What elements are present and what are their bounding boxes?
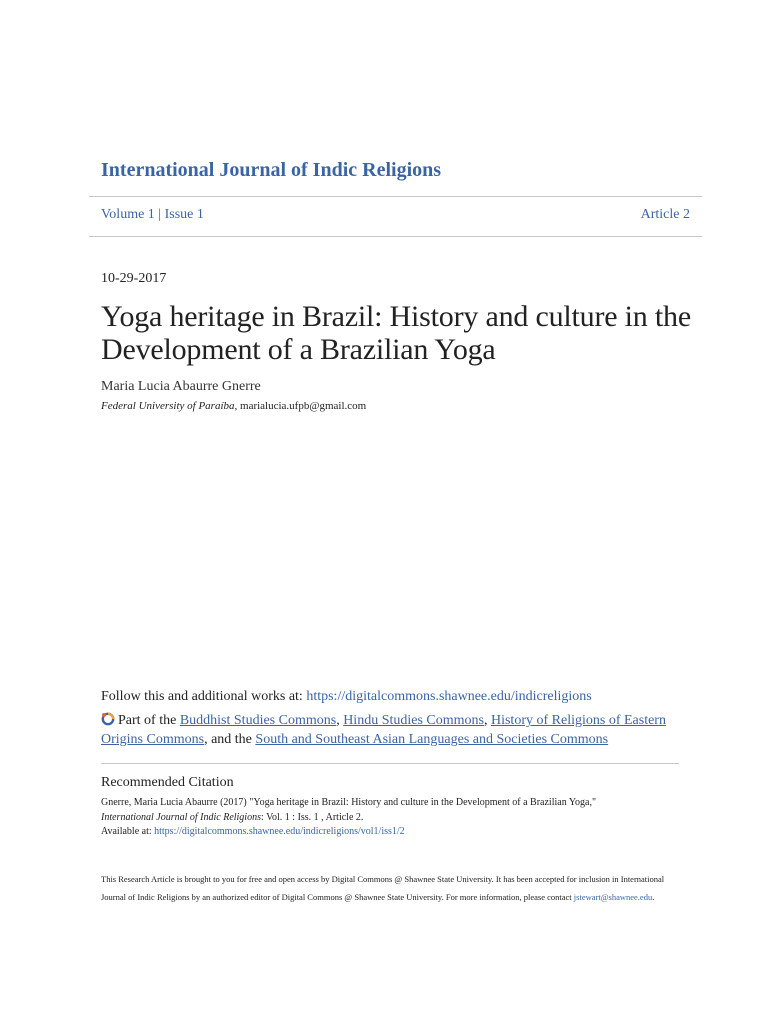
footer-end: .: [652, 891, 655, 902]
contact-email-link[interactable]: jstewart@shawnee.edu: [573, 891, 653, 902]
author-name: Maria Lucia Abaurre Gnerre: [101, 379, 261, 394]
commons-network-icon: [101, 712, 115, 726]
part-of-prefix: Part of the: [118, 713, 180, 728]
separator: ,: [483, 713, 491, 728]
header-divider-top: [89, 196, 702, 197]
history-religions-link[interactable]: History of Religions of Eastern Origins Commons: [101, 713, 666, 747]
author-affiliation: [101, 400, 366, 412]
follow-prefix: Follow this and additional works at:: [101, 689, 307, 704]
affiliation-name: Federal University of Paraíba: [101, 400, 235, 412]
separator: , and the: [204, 732, 256, 747]
follow-line: [101, 689, 592, 705]
header-divider-bottom: [89, 236, 702, 237]
author-email: , marialucia.ufpb@gmail.com: [234, 400, 367, 412]
available-prefix: Available at:: [101, 826, 155, 837]
journal-title[interactable]: International Journal of Indic Religions: [101, 159, 442, 181]
citation-journal: International Journal of Indic Religions: [101, 811, 261, 823]
south-asian-languages-link[interactable]: South and Southeast Asian Languages and Societies Commons: [255, 732, 609, 747]
footer-text: This Research Article is brought to you for free and open access by Digital Commons @ Shawnee State University. It has been accepted for inclusion in International Journal of Indic Religions by an authorized editor of Digital Commons @ Shawnee State University. For more information, please contact: [101, 874, 665, 902]
hindu-studies-link[interactable]: Hindu Studies Commons: [343, 713, 484, 728]
volume-issue-link[interactable]: Volume 1 | Issue 1: [101, 207, 204, 222]
recommended-citation-heading: Recommended Citation: [101, 775, 234, 790]
buddhist-studies-link[interactable]: Buddhist Studies Commons: [179, 713, 337, 728]
citation-line: Gnerre, Maria Lucia Abaurre (2017) "Yoga heritage in Brazil: History and culture in the Development of a Brazilian Yoga,": [101, 797, 597, 808]
citation-url-link[interactable]: https://digitalcommons.shawnee.edu/indicreligions/vol1/iss1/2: [154, 826, 405, 837]
citation-text: [101, 796, 701, 840]
footer-note: [101, 871, 691, 906]
citation-volume: : Vol. 1 : Iss. 1 , Article 2.: [260, 811, 364, 823]
article-title: Yoga heritage in Brazil: History and culture in the Development of a Brazilian Yoga: [101, 300, 691, 366]
part-of-commons: [101, 711, 681, 749]
follow-url-link[interactable]: https://digitalcommons.shawnee.edu/indicreligions: [306, 689, 592, 704]
citation-divider: [101, 763, 679, 764]
article-number-link[interactable]: Article 2: [640, 207, 690, 222]
publication-date: 10-29-2017: [101, 271, 167, 286]
separator: ,: [336, 713, 344, 728]
